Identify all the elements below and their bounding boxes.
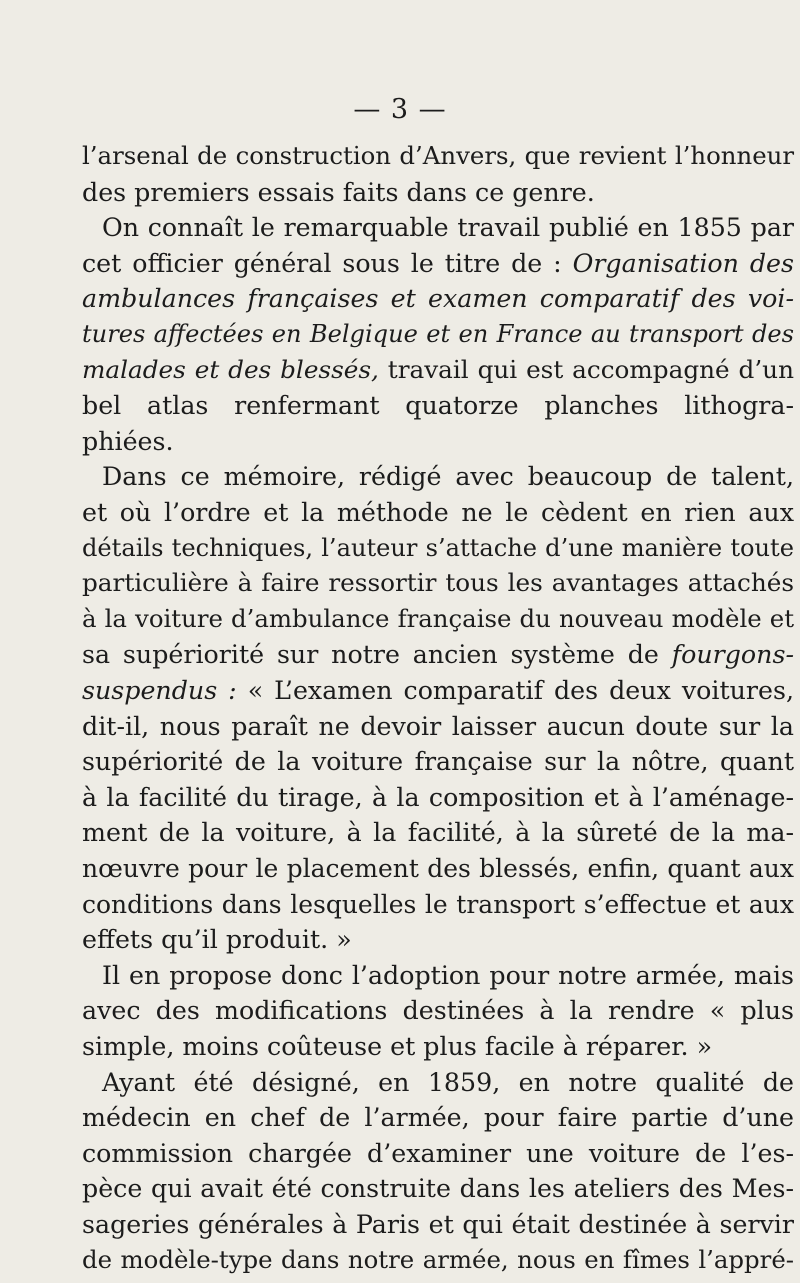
- italic-run: fourgons-: [671, 640, 794, 670]
- text-line: [82, 856, 794, 881]
- italic-run: tures affectées en Belgique et en France au transport des: [82, 320, 794, 348]
- text-line: [82, 782, 794, 812]
- italic-run: ambulances françaises et examen comparatif des voi-: [82, 284, 794, 314]
- text-line: [82, 177, 794, 207]
- text-run: conditions dans lesquelles le transport s’effectue et aux: [82, 889, 794, 919]
- text-run: simple, moins coûteuse et plus facile à réparer. »: [82, 1032, 713, 1061]
- text-line: [82, 996, 794, 1026]
- text-line: [82, 1174, 794, 1204]
- text-run: effets qu’il produit. »: [82, 925, 352, 955]
- text-run: de modèle-type dans notre armée, nous en fîmes l’appré-: [82, 1244, 794, 1274]
- text-run: phiées.: [82, 426, 174, 456]
- text-line: [82, 818, 794, 848]
- text-line: [82, 426, 794, 456]
- text-run: et où l’ordre et la méthode ne le cèdent en rien aux: [82, 498, 794, 527]
- text-line: [82, 603, 794, 633]
- page-number: — 3 —: [353, 94, 447, 125]
- text-line: [102, 1067, 794, 1097]
- text-line: [82, 568, 794, 598]
- text-run: des premiers essais faits dans ce genre.: [82, 177, 595, 207]
- text-line: [82, 747, 794, 777]
- text-run: l’arsenal de construction d’Anvers, que revient l’honneur: [82, 141, 794, 170]
- italic-run: suspendus :: [82, 676, 237, 705]
- text-run: On connaît le remarquable travail publié en 1855 par: [102, 213, 794, 243]
- text-run: Ayant été désigné, en 1859, en notre qualité de: [102, 1067, 794, 1097]
- text-run: avec des modifications destinées à la rendre « plus: [82, 996, 794, 1026]
- text-line: [82, 500, 794, 525]
- text-run: bel atlas renfermant quatorze planches lithogra-: [82, 391, 794, 421]
- text-run: cet officier général sous le titre de :: [82, 248, 573, 278]
- text-run: « L’examen comparatif des deux voitures,: [236, 676, 794, 705]
- text-line: [82, 1138, 794, 1168]
- text-line: [82, 322, 794, 346]
- text-run: détails techniques, l’auteur s’attache d’une manière toute: [82, 533, 794, 562]
- text-run: particulière à faire ressortir tous les avantages attachés: [82, 568, 794, 598]
- text-line: [82, 1244, 794, 1274]
- text-run: Il en propose donc l’adoption pour notre armée, mais: [102, 960, 794, 990]
- text-line: [82, 533, 794, 562]
- text-line: [82, 248, 794, 278]
- text-line: [82, 1212, 794, 1237]
- text-line: [82, 1103, 794, 1133]
- text-line: [82, 711, 794, 741]
- text-run: sa supériorité sur notre ancien système de: [82, 640, 672, 670]
- text-run: ment de la voiture, à la facilité, à la sûreté de la ma-: [82, 818, 794, 848]
- text-run: commission chargée d’examiner une voiture de l’es-: [82, 1138, 794, 1168]
- text-line: [102, 960, 794, 990]
- text-line: [82, 678, 794, 703]
- text-run: Dans ce mémoire, rédigé avec beaucoup de talent,: [102, 462, 794, 492]
- text-run: à la facilité du tirage, à la composition et à l’aménage-: [82, 782, 794, 812]
- text-run: nœuvre pour le placement des blessés, enfin, quant aux: [82, 854, 794, 883]
- text-run: pèce qui avait été construite dans les ateliers des Mes-: [82, 1174, 794, 1204]
- text-line: [82, 391, 794, 421]
- text-line: [102, 462, 794, 492]
- text-run: à la voiture d’ambulance française du nouveau modèle et: [82, 603, 794, 633]
- text-run: supériorité de la voiture française sur la nôtre, quant: [82, 747, 794, 777]
- text-line: [82, 889, 794, 919]
- italic-run: malades et des blessés,: [82, 354, 379, 384]
- text-line: [102, 213, 794, 243]
- text-run: dit-il, nous paraît ne devoir laisser aucun doute sur la: [82, 711, 794, 741]
- text-run: travail qui est accompagné d’un: [378, 354, 794, 384]
- text-line: [82, 925, 794, 955]
- text-line: [82, 284, 794, 314]
- text-run: médecin en chef de l’armée, pour faire partie d’une: [82, 1103, 794, 1133]
- text-line: [82, 354, 794, 384]
- italic-run: Organisation des: [572, 248, 794, 278]
- text-run: sageries générales à Paris et qui était destinée à servir: [82, 1210, 794, 1239]
- text-line: [82, 640, 794, 670]
- text-line: [82, 141, 794, 170]
- text-line: [82, 1034, 794, 1059]
